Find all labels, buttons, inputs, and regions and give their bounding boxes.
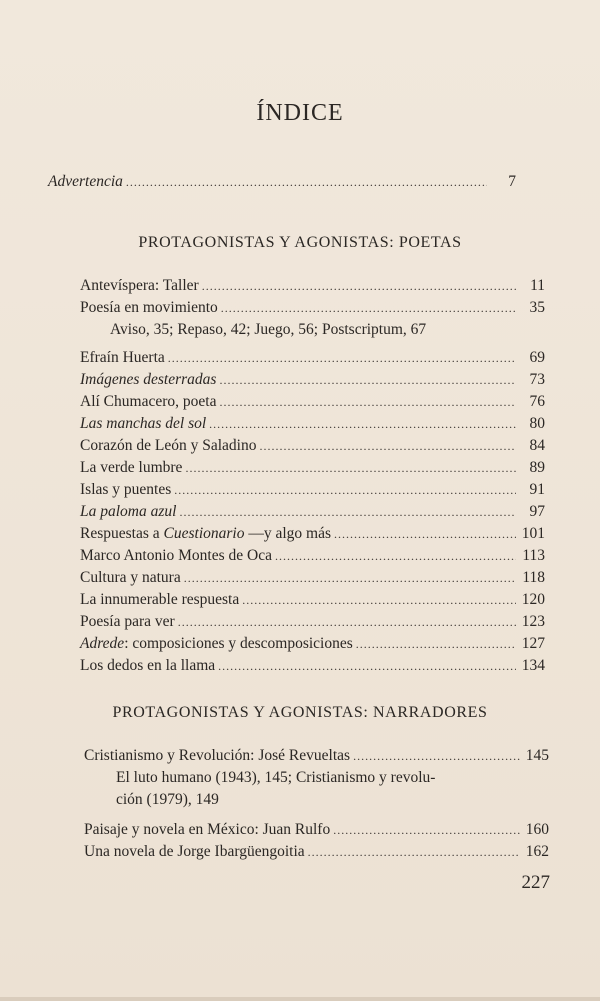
toc-entry: [80, 546, 545, 566]
leader-dots: [185, 458, 516, 478]
leader-dots: [126, 172, 487, 192]
label-italic: Adrede: [80, 635, 125, 652]
leader-dots: [218, 656, 516, 676]
toc-entry: [80, 590, 545, 610]
toc-entry-page: 84: [529, 437, 545, 454]
toc-entry-page: 120: [521, 591, 545, 608]
label-suffix: —y algo más: [244, 525, 331, 542]
section-heading-narradores: PROTAGONISTAS Y AGONISTAS: NARRADORES: [112, 704, 488, 721]
toc-entry: [84, 842, 549, 862]
toc-entry: [80, 298, 545, 318]
leader-dots: [356, 634, 516, 654]
toc-entry: [80, 392, 545, 412]
toc-entry-page: 7: [508, 173, 516, 190]
leader-dots: [179, 502, 516, 522]
toc-entry: [80, 656, 545, 676]
leader-dots: [219, 370, 516, 390]
toc-entry-label: Los dedos en la llama: [80, 657, 216, 674]
toc-entry-page: 145: [525, 747, 549, 764]
toc-entry-label: Cristianismo y Revolución: José Revueltas: [84, 747, 351, 764]
leader-dots: [219, 392, 516, 412]
toc-entry-label: [80, 634, 353, 654]
toc-entry-label: Efraín Huerta: [80, 349, 165, 366]
page-edge: [0, 997, 600, 1001]
toc-entry-page: 69: [529, 349, 545, 366]
toc-entry: [80, 414, 545, 434]
leader-dots: [242, 590, 516, 610]
toc-entry: [80, 370, 545, 390]
toc-entry: [80, 480, 545, 500]
toc-entry: [84, 820, 549, 840]
toc-entry: [80, 458, 545, 478]
toc-entry-label: La innumerable respuesta: [80, 591, 240, 608]
section-heading-poetas: PROTAGONISTAS Y AGONISTAS: POETAS: [138, 234, 462, 251]
toc-entry-page: 97: [529, 503, 545, 520]
toc-entry-label: Poesía para ver: [80, 613, 175, 630]
toc-entry-page: 134: [521, 657, 545, 674]
toc-entry-label: La paloma azul: [80, 503, 177, 520]
leader-dots: [353, 746, 520, 766]
toc-entry-page: 118: [522, 569, 545, 586]
toc-entry-page: 127: [521, 635, 545, 652]
toc-entry-label: Alí Chumacero, poeta: [80, 393, 217, 410]
toc-subentry: ción (1979), 149: [116, 791, 219, 808]
toc-entry: [80, 524, 545, 544]
toc-entry-page: 162: [525, 843, 549, 860]
leader-dots: [333, 820, 520, 840]
toc-entry-label: La verde lumbre: [80, 459, 183, 476]
toc-entry-page: 113: [522, 547, 545, 564]
leader-dots: [168, 348, 516, 368]
leader-dots: [259, 436, 516, 456]
toc-subentry: Aviso, 35; Repaso, 42; Juego, 56; Postscriptum, 67: [110, 321, 427, 338]
toc-entry-label: Marco Antonio Montes de Oca: [80, 547, 272, 564]
leader-dots: [209, 414, 516, 434]
toc-entry: [80, 502, 545, 522]
toc-entry-label: Poesía en movimiento: [80, 299, 218, 316]
toc-entry-page: 160: [525, 821, 549, 838]
toc-entry-page: 123: [521, 613, 545, 630]
leader-dots: [174, 480, 516, 500]
toc-entry-label: Paisaje y novela en México: Juan Rulfo: [84, 821, 331, 838]
toc-subentry: El luto humano (1943), 145; Cristianismo y revolu-: [116, 769, 436, 786]
toc-entry: [80, 634, 545, 654]
leader-dots: [202, 276, 516, 296]
page-number: 227: [521, 872, 550, 893]
leader-dots: [308, 842, 520, 862]
leader-dots: [334, 524, 516, 544]
label-prefix: Respuestas a: [80, 525, 164, 542]
toc-entry-page: 80: [529, 415, 545, 432]
toc-entry-advertencia: [48, 172, 516, 192]
toc-entry: [80, 568, 545, 588]
leader-dots: [221, 298, 516, 318]
toc-entry-label: Antevíspera: Taller: [80, 277, 199, 294]
toc-entry-page: 11: [530, 277, 545, 294]
toc-entry: [84, 746, 549, 766]
page-title: ÍNDICE: [256, 100, 344, 126]
toc-entry-page: 35: [529, 299, 545, 316]
toc-entry: [80, 436, 545, 456]
toc-entry-label: Advertencia: [48, 173, 123, 190]
toc-entry-label: [80, 524, 331, 544]
toc-entry-page: 76: [529, 393, 545, 410]
toc-entry-page: 73: [529, 371, 545, 388]
label-suffix: : composiciones y descomposiciones: [124, 635, 353, 652]
toc-entry-label: Una novela de Jorge Ibargüengoitia: [84, 843, 305, 860]
toc-entry-page: 89: [529, 459, 545, 476]
toc-entry: [80, 276, 545, 296]
toc-entry-label: Corazón de León y Saladino: [80, 437, 257, 454]
toc-entry-page: 101: [521, 525, 545, 542]
toc-entry-label: Cultura y natura: [80, 569, 181, 586]
leader-dots: [178, 612, 516, 632]
toc-entry-label: Imágenes desterradas: [80, 371, 217, 388]
leader-dots: [275, 546, 516, 566]
toc-entry: [80, 348, 545, 368]
toc-entry-label: Las manchas del sol: [80, 415, 207, 432]
toc-entry-label: Islas y puentes: [80, 481, 172, 498]
leader-dots: [184, 568, 516, 588]
label-italic: Cuestionario: [163, 525, 245, 542]
toc-entry-page: 91: [529, 481, 545, 498]
toc-entry: [80, 612, 545, 632]
